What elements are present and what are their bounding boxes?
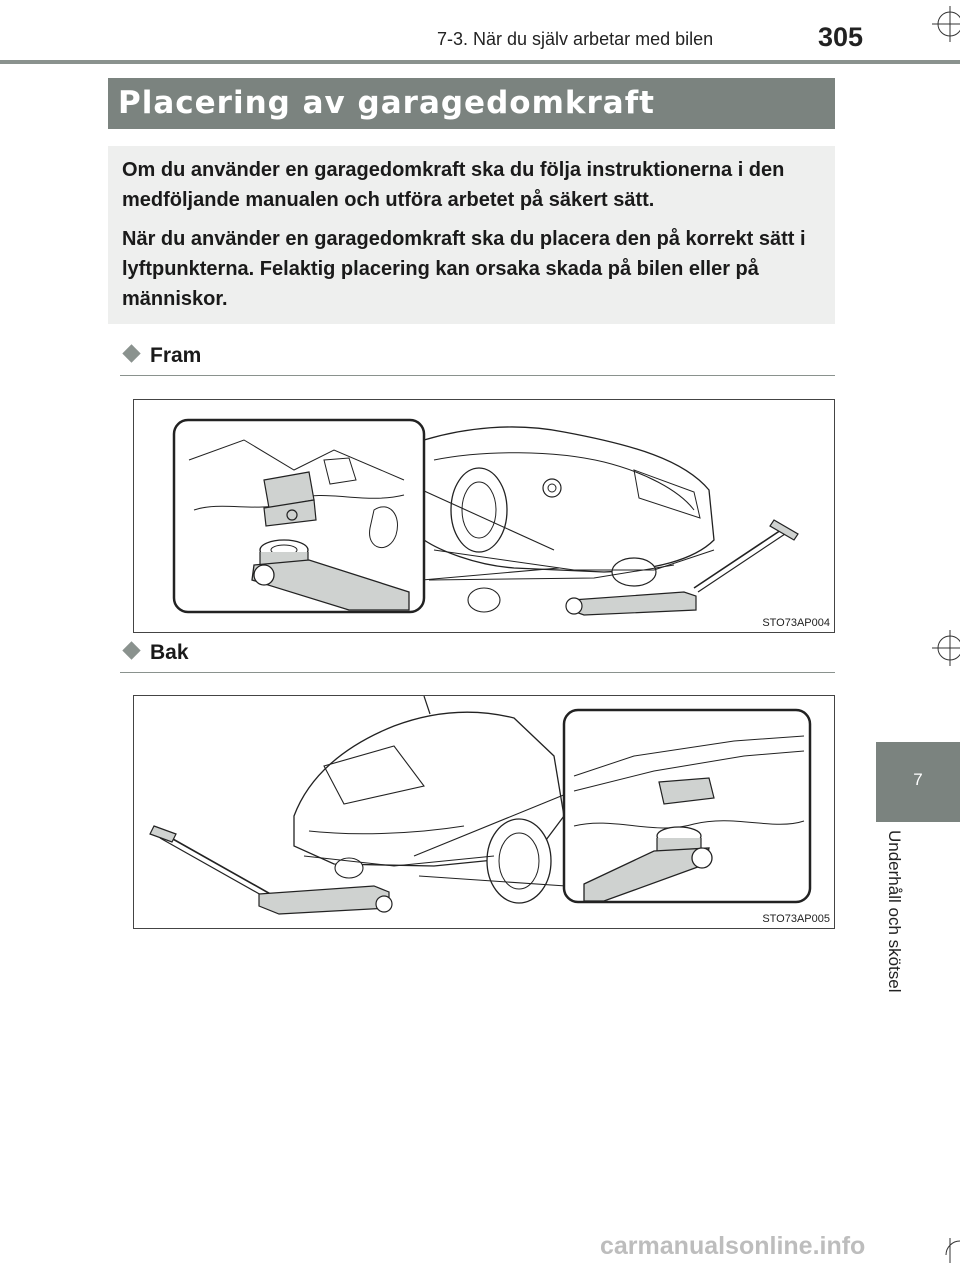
crop-mark-bottom-right [938,1238,960,1263]
info-paragraph-2: När du använder en garagedomkraft ska du placera den på korrekt sätt i lyftpunkterna. Felaktig placering kan orsaka skada på bilen eller på människor. [122,228,806,310]
crop-mark-mid-right [928,630,960,666]
section-divider-rear [120,672,835,673]
info-paragraph-1: Om du använder en garagedomkraft ska du följa instruktionerna i den medföljande manualen och utföra arbetet på säkert sätt. [122,159,785,211]
chapter-heading: 7-3. När du själv arbetar med bilen [437,29,714,49]
diamond-bullet-icon [122,641,140,659]
section-title-bar [108,78,835,129]
section-heading-front-label: Fram [150,344,202,367]
page-number: 305 [818,22,864,52]
figure-rear-jack-point [133,695,835,929]
figure-code-front: STO73AP004 [762,617,830,629]
figure-code-rear: STO73AP005 [762,913,830,925]
chapter-tab-number: 7 [913,770,923,789]
front-jack-illustration [134,400,834,632]
info-box [108,146,835,324]
rear-jack-illustration [134,696,834,928]
diamond-bullet-icon [122,344,140,362]
section-heading-front [122,344,201,368]
crop-mark-top-right [928,6,960,42]
header-divider [0,60,960,64]
chapter-tab [876,742,960,822]
section-divider-front [120,375,835,376]
section-title: Placering av garagedomkraft [118,85,656,121]
section-heading-rear-label: Bak [150,641,189,664]
chapter-side-label-text: Underhåll och skötsel [885,830,904,993]
watermark: carmanualsonline.info [600,1232,866,1260]
chapter-side-label [880,830,904,1025]
figure-front-jack-point [133,399,835,633]
section-heading-rear [122,641,189,665]
